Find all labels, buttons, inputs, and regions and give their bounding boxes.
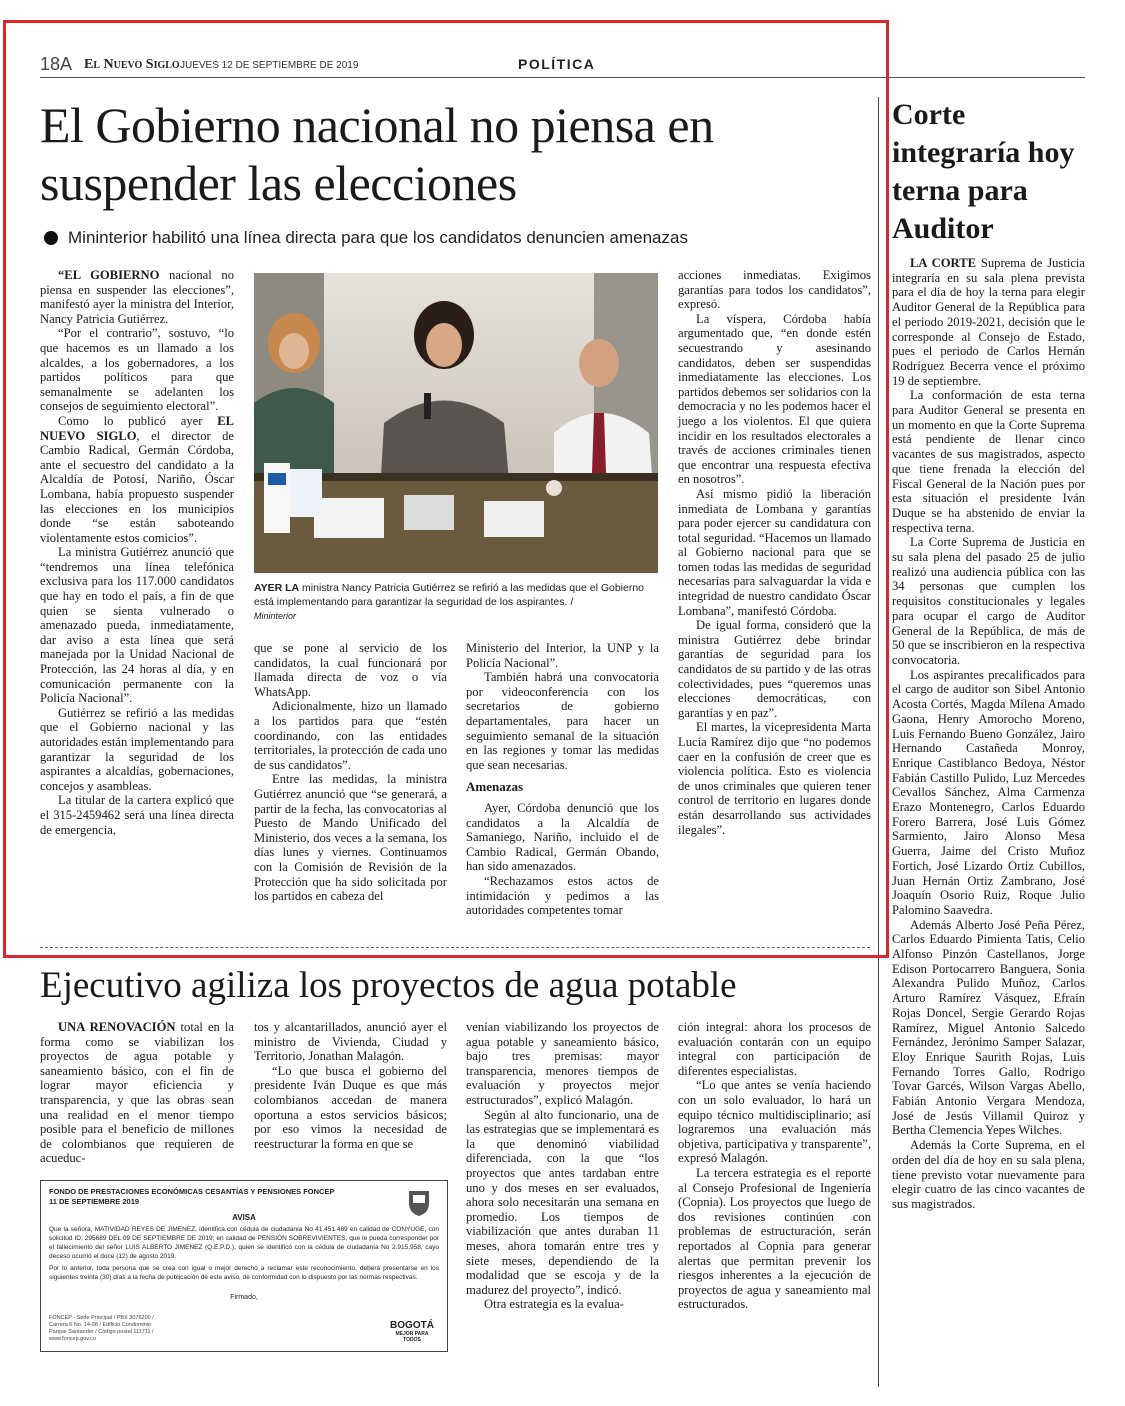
legal-notice	[40, 1180, 448, 1352]
paragraph: que se pone al servicio de los candidatos, la cual funcionará por llamada directa de voz o vía WhatsApp.	[254, 641, 447, 699]
photo-illustration	[254, 273, 658, 573]
paragraph: La titular de la cartera explicó que el 315-2459462 será una línea directa de emergencia,	[40, 793, 234, 837]
story-divider	[40, 947, 870, 948]
coat-of-arms-icon	[407, 1189, 431, 1217]
notice-body: Por lo anterior, toda persona que se crea con igual o mejor derecho a reclamar este reconocimiento, deberá presentarse en los siguientes treinta (30) días a la fecha de publicación de este aviso, de conformidad con lo dispuesto por las normas respectivas.	[49, 1265, 439, 1281]
second-column-2	[254, 1020, 447, 1151]
lead-in: UNA RENOVACIÓN	[58, 1020, 176, 1034]
paragraph: Gutiérrez se refirió a las medidas que el Gobierno nacional y las autoridades están implementando para garantizar la seguridad de los aspirantes a alcaldías, gobernaciones, concejos y asambleas.	[40, 705, 234, 793]
section-subhead: Amenazas	[466, 779, 524, 795]
notice-footer: FONCEP - Sede Principal / PBX 3076200 / Carrera 6 No. 14-98 / Edificio Condominio Parque Santander / Código postal 111711 / www.foncep.gov.co	[49, 1315, 154, 1342]
paragraph: También habrá una convocatoria por videoconferencia con los secretarios de gobierno departamentales, para hacer un seguimiento semanal de la situación en las regiones y tomar las medidas que sean necesarias.	[466, 670, 659, 772]
paragraph: “Lo que antes se venía haciendo con un solo evaluador, lo hará un equipo técnico multidisciplinario; así lograremos una evaluación más objetiva, participativa y transparente”, expresó Malagón.	[678, 1078, 871, 1166]
logo-text: BOGOTÁ	[390, 1320, 434, 1331]
paragraph: “Rechazamos estos actos de intimidación y pedimos a las autoridades competentes tomar	[466, 873, 659, 918]
paragraph: La conformación de esta terna para Auditor General se presenta en un momento en que la Corte Suprema está pendiente de llenar cinco vacantes de sus magistrados, aspecto que tiene frenada la elección del Fiscal General de la Nación pues por esta situación el presidente Iván Duque se ha abstenido de enviar la respectiva terna.	[892, 388, 1085, 535]
notice-body: Que la señora, MATIVIDAD REYES DE JIMENEZ, identifica con cédula de ciudadanía No 41.451.489 en calidad de CONYUGE, con solicitud ID: 295689 DEL 09 DE SEPTIEMBRE DE 2019; en calidad de PENSIÓN SOBREVIVIENTES, que le pueda corresponder por el fallecimiento del señor LUIS ALBERTO JIMENEZ (Q.E.P.D.), quien se identificó con la cédula de ciudadanía No 2.915.958, cayo deceso ocurrió el doce (12) de agosto 2019.	[49, 1226, 439, 1260]
paragraph: “Lo que busca el gobierno del presidente Iván Duque es que más colombianos accedan de manera oportuna a estos servicios básicos; por eso vimos la necesidad de reestructurar la forma en que se	[254, 1063, 447, 1151]
bullet-icon	[44, 231, 58, 245]
paragraph: Otra estrategia es la evalua-	[484, 1297, 624, 1312]
paragraph: Según al alto funcionario, una de las estrategias que se implementará es la que denominó viabilidad diferenciada, con la que “los proyectos que antes tardaban entre uno y dos meses en ser evaluados, ahora solo necesitarán una semana en promedio. Los tiempos de viabilización que antes duraban 11 meses, ahora tomarán entre tres y siete meses, dependiendo de la modalidad que se escoja y de la madurez del proyecto”, indicó.	[466, 1107, 659, 1297]
main-subheadline	[44, 228, 870, 248]
notice-date: 11 DE SEPTIEMBRE 2019	[49, 1197, 140, 1206]
paragraph: “Por el contrario”, sostuvo, “lo que hacemos es un llamado a los alcaldes, a los gobernadores, a los partidos políticos para que semanalmente se adelanten los consejos de seguimiento electoral”.	[40, 326, 234, 414]
paragraph: Los aspirantes precalificados para el cargo de auditor son Sibel Antonio Acosta Cortés, Magda Milena Amado Gaona, Henry Amorocho Moreno, Luis Fernando Bueno González, Jairo Hernando Castañeda Monroy, Enrique Castiblanco Bedoya, Néstor Fabián Castillo Pulido, Luz Mercedes Cevallos Sánchez, Alma Carmenza Erazo Montenegro, Carlos Eduardo Forero Barrera, José Luis Gómez Sarmiento, Jairo Alonso Mesa Guerra, Jaime del Cristo Muñoz Fortich, José Lizardo Ortiz Cubillos, Juan Hernán Ortiz Zambrano, José Joaquín Osorio Ruiz, Roque Julio Palomino Saavedra.	[892, 667, 1085, 917]
paragraph: Ayer, Córdoba denunció que los candidatos a la Alcaldía de Samaniego, Nariño, incluido el de Cambio Radical, Germán Obando, han sido amenazados.	[466, 800, 659, 874]
main-headline: El Gobierno nacional no piensa en suspender las elecciones	[40, 97, 714, 211]
notice-signature: Firmado,	[230, 1294, 258, 1301]
issue-date: JUEVES 12 DE SEPTIEMBRE DE 2019	[180, 60, 359, 71]
notice-heading: AVISA	[232, 1213, 256, 1222]
paragraph: El martes, la vicepresidenta Marta Lucía Ramírez dijo que “no podemos caer en la confusión de creer que es violencia política. Esto es violencia de unos criminales que quieren tener control de territorio en lugares donde están desarrollando sus actividades ilegales”.	[678, 720, 871, 837]
paragraph: Además Alberto José Peña Pérez, Carlos Eduardo Pimienta Tatis, Celio Alfonso Pinzón Castellanos, Jorge Edison Portocarrero Banguera, Sonia Alexandra Pulido Muñoz, Carlos Arturo Ramírez Vásquez, Efraín Rojas Doncel, Sergie Gerardo Rojas Ramírez, Miguel Antonio Salcedo Fernández, Jerónimo Samper Salazar, Eloy Enrique Saurith Rojas, Luis Fernando Torres Gallo, Rodrigo Tovar Garcés, Wilson Vargas Abello, Fabián Antonio Vergara Mendoza, José de Jesús Villamil Quiroz y Bertha Clemencia Yepes Wilches.	[892, 917, 1085, 1138]
paragraph: La tercera estrategia es el reporte al Consejo Profesional de Ingeniería (Copnia). Los proyectos que luego de dos revisiones continúen con problemas de estructuración, serán reportados al Copnia para generar alertas que permitan prevenir los riesgos inherentes a la ejecución de proyectos de agua y saneamiento mal estructurados.	[678, 1165, 871, 1312]
caption-lead: AYER LA	[254, 582, 300, 594]
lead-in: LA CORTE	[910, 256, 976, 270]
paragraph: Adicionalmente, hizo un llamado a los partidos para que “estén coordinando, con las entidades territoriales, la protección de cada uno de sus candidatos”.	[254, 699, 448, 772]
paragraph: La ministra Gutiérrez anunció que “tendremos una línea telefónica exclusiva para los 117.000 candidatos que hay en todo el país, a fin de que quien se sienta vulnerado o amenazado pueda, inmediatamente, dar aviso a esta línea que será manejada por la Unidad Nacional de Protección, las 24 horas al día, y en comunicación permanente con la Policía Nacional”.	[40, 545, 234, 706]
subheadline-text: Mininterior habilitó una línea directa para que los candidatos denuncien amenazas	[68, 228, 688, 247]
paragraph: tos y alcantarillados, anunció ayer el ministro de Vivienda, Ciudad y Territorio, Jonathan Malagón.	[254, 1020, 447, 1064]
column-divider	[878, 97, 879, 1387]
paragraph: Así mismo pidió la liberación inmediata de Lombana y garantías para poder ejercer su candidatura con total seguridad. “Hacemos un llamado al Gobierno nacional para que se tomen todas las medidas de seguridad necesarias para salvaguardar la vida e integridad de nuestro candidato Óscar Lombana”, manifestó Córdoba.	[678, 486, 871, 618]
main-column-2	[254, 641, 447, 904]
main-column-1	[40, 268, 234, 837]
paragraph: venían viabilizando los proyectos de agua potable y saneamiento básico, bajo tres premisas: mayor transparencia, menores tiempos de evaluación y proyectos mejor estructurados”, explicó Malagón.	[466, 1020, 659, 1107]
second-column-1	[40, 1020, 234, 1166]
paragraph: LA CORTE Suprema de Justicia integraría en su sala plena prevista para el día de hoy la terna para elegir Auditor General de la República para el periodo 2019-2021, decisión que le corresponde al Consejo de Estado, pues el periodo de Carlos Hernán Rodríguez Becerra vence el próximo 19 de septiembre.	[892, 256, 1085, 388]
page-header	[40, 54, 1085, 78]
section-name: POLÍTICA	[518, 56, 596, 72]
second-headline: Ejecutivo agiliza los proyectos de agua potable	[40, 965, 737, 1006]
paragraph: ción integral: ahora los procesos de evaluación contarán con un equipo integral con participación de diferentes especialistas.	[678, 1020, 871, 1078]
paragraph: Como lo publicó ayer EL NUEVO SIGLO, el director de Cambio Radical, Germán Córdoba, ante el secuestro del candidato a la Alcaldía de Potosí, Nariño, Óscar Lombana, había propuesto suspender las elecciones en los municipios donde “se están saboteando violentamente estos comicios”.	[40, 413, 234, 545]
bogota-logo	[387, 1321, 437, 1343]
paragraph: Ministerio del Interior, la UNP y la Policía Nacional”.	[466, 641, 659, 670]
news-photo	[254, 273, 658, 573]
paragraph: Además la Corte Suprema, en el orden del día de hoy en su sala plena, tiene previsto votar nuevamente para elegir cuatro de las cinco vacantes de sus magistrados.	[892, 1138, 1085, 1211]
second-column-4	[678, 1020, 871, 1312]
paragraph: De igual forma, consideró que la ministra Gutiérrez debe brindar garantías de seguridad para los candidatos de su partido y de las otras colectividades, pues “queremos unas elecciones democráticas, con garantías y en paz”.	[678, 618, 871, 720]
sidebar-headline: Corte integraría hoy terna para Auditor	[892, 98, 1075, 245]
lead-in: “EL GOBIERNO	[58, 268, 160, 282]
main-column-3	[466, 641, 659, 918]
photo-credit: Mininterior	[254, 611, 297, 621]
logo-subtext: MEJOR PARA TODOS	[395, 1331, 429, 1343]
page-number: 18A	[40, 54, 73, 74]
second-column-3	[466, 1020, 659, 1312]
paragraph: “EL GOBIERNO nacional no piensa en suspender las elecciones”, manifestó ayer la ministra del Interior, Nancy Patricia Gutiérrez.	[40, 268, 234, 326]
paragraph: Entre las medidas, la ministra Gutiérrez anunció que “se generará, a partir de la fecha, las convocatorias al Puesto de Mando Unificado del Ministerio, dos veces a la semana, los días lunes y viernes. Continuamos con la Comisión de Revisión de la Protección que ha sido solicitada por los partidos en cabeza del	[254, 772, 447, 904]
notice-title: FONDO DE PRESTACIONES ECONÓMICAS CESANTÍAS Y PENSIONES FONCEP	[49, 1187, 335, 1196]
masthead: El Nuevo Siglo	[84, 57, 180, 72]
paragraph: La Corte Suprema de Justicia en su sala plena del pasado 25 de julio realizó una audiencia pública con las 34 personas que cumplen los requisitos constitucionales y legales para ocupar el cargo de Auditor General de la República, de más de 50 que se inscribieron en la respectiva convocatoria.	[892, 535, 1085, 667]
paragraph: UNA RENOVACIÓN total en la forma como se viabilizan los proyectos de agua potable y saneamiento básico, con el fin de lograr mayor eficiencia y transparencia, y que las obras sean una realidad en el menor tiempo posible para el beneficio de millones de colombianos que requieren de acueduc-	[40, 1020, 234, 1166]
paragraph: acciones inmediatas. Exigimos garantías para todos los candidatos”, expresó.	[678, 268, 871, 312]
paragraph: La víspera, Córdoba había argumentado que, “en donde estén secuestrando y asesinando candidatos, deben ser suspendidas inmediatamente las elecciones. Los partidos debemos ser solidarios con la democracia y no les podemos hacer el juego a los violentos. El que quiera incidir en los resultados electorales a través de acciones criminales tienen que encontrar una respuesta efectiva en nosotros”.	[678, 311, 871, 487]
sidebar-column	[892, 256, 1085, 1212]
photo-caption: AYER LA ministra Nancy Patricia Gutiérrez se refirió a las medidas que el Gobierno está implementando para garantizar la seguridad de los aspirantes. / Mininterior	[254, 582, 645, 621]
main-column-4	[678, 268, 871, 837]
